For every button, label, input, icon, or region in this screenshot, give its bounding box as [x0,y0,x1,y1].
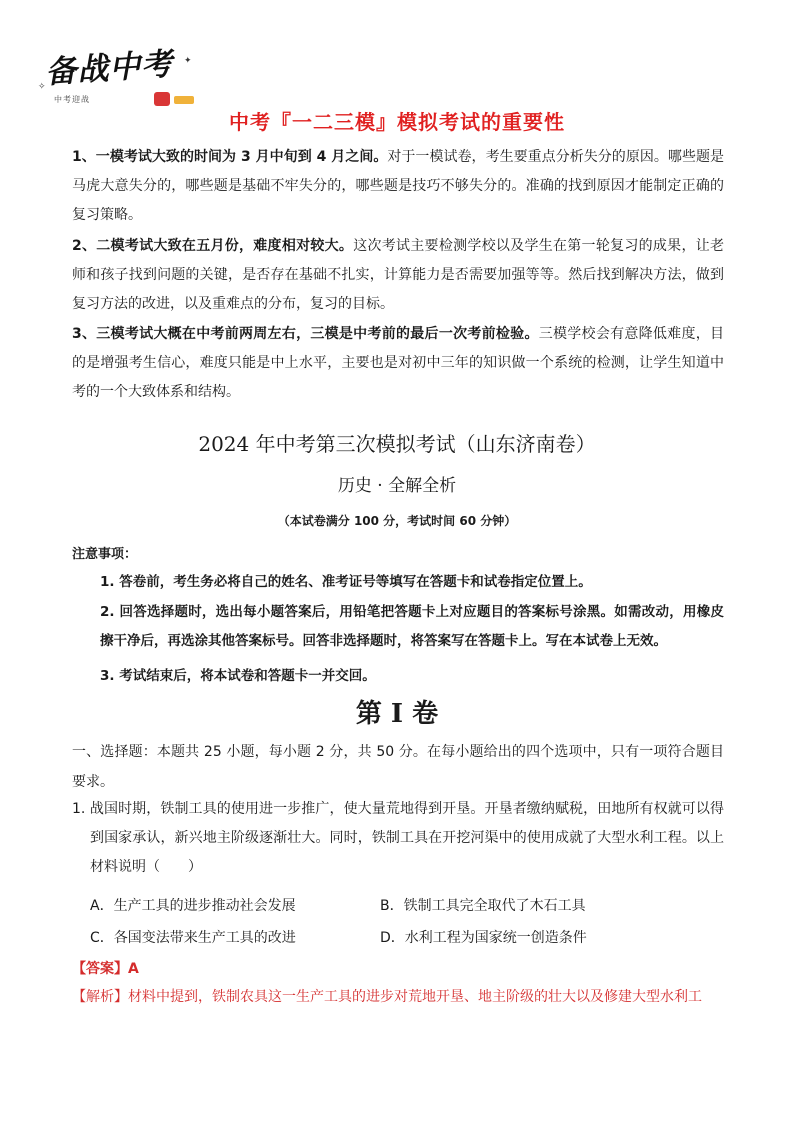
logo-pencil-icon [174,96,194,104]
header-title: 中考『一二三模』模拟考试的重要性 [229,110,565,134]
point-lead: 2、二模考试大致在五月份，难度相对较大。 [72,238,354,254]
exam-subtitle: 历史 · 全解全析 [337,476,457,496]
exam-title: 2024 年中考第三次模拟考试（山东济南卷） [198,432,596,456]
exam-note: （本试卷满分 100 分，考试时间 60 分钟） [277,514,517,528]
option-a: A．生产工具的进步推动社会发展 [90,898,296,914]
point-paragraph [72,232,724,319]
point-text: 对于一模试卷，考生要重点分析失分的原因。哪些题是马虎大意失分的，哪些题是基础不牢失分的，哪些题是技巧不够失分的。准确的找到原因才能制定正确的复习策略。 [72,149,725,223]
option-b: B．铁制工具完全取代了木石工具 [380,898,586,914]
point-text: 这次考试主要检测学校以及学生在第一轮复习的成果，让老师和孩子找到问题的关键，是否存在基础不扎实，计算能力是否需要加强等等。然后找到解决方法，做到复习方法的改进，以及重难点的分布，复习的目标。 [72,238,724,312]
answer-label: 【答案】A [72,961,139,977]
notice-item: 1. 答卷前，考生务必将自己的姓名、准考证号等填写在答题卡和试卷指定位置上。 [100,574,592,590]
section-heading: 一、选择题：本题共 25 小题，每小题 2 分，共 50 分。在每小题给出的四个选项中，只有一项符合题目要求。 [72,744,724,790]
logo-text: 备战中考 [44,46,175,91]
point-paragraph [72,320,724,407]
analysis-text: 【解析】材料中提到，铁制农具这一生产工具的进步对荒地开垦、地主阶级的壮大以及修建大型水利工 [72,989,702,1005]
point-paragraph [72,143,724,230]
notice-heading: 注意事项： [72,547,138,562]
logo-book-icon [154,92,170,106]
option-d: D．水利工程为国家统一创造条件 [380,930,587,946]
point-lead: 3、三模考试大概在中考前两周左右，三模是中考前的最后一次考前检验。 [72,326,539,342]
notice-item: 3. 考试结束后，将本试卷和答题卡一并交回。 [100,668,376,684]
point-text: 三模学校会有意降低难度，目的是增强考生信心，难度只能是中上水平，主要也是对初中三年的知识做一个系统的检测，让学生知道中考的一个大致体系和结构。 [72,326,725,400]
sparkle-icon: ✧ [38,82,46,92]
volume-title: 第 I 卷 [355,699,439,729]
brand-logo [38,46,192,114]
notice-item: 2. 回答选择题时，选出每小题答案后，用铅笔把答题卡上对应题目的答案标号涂黑。如需改动，用橡皮擦干净后，再选涂其他答案标号。回答非选择题时，将答案写在答题卡上。写在本试卷上无效。 [100,604,724,649]
question-stem: 1. 战国时期，铁制工具的使用进一步推广，使大量荒地得到开垦。开垦者缴纳赋税，田地所有权就可以得到国家承认，新兴地主阶级逐渐壮大。同时，铁制工具在开挖河渠中的使用成就了大型水利工程。以上材料说明（ ） [72,801,724,875]
point-lead: 1、一模考试大致的时间为 3 月中旬到 4 月之间。 [72,149,388,165]
sparkle-icon: ✦ [184,56,192,66]
question-1 [72,795,724,882]
logo-subtext: 中考迎战 [54,95,90,104]
option-c: C．各国变法带来生产工具的改进 [90,930,296,946]
